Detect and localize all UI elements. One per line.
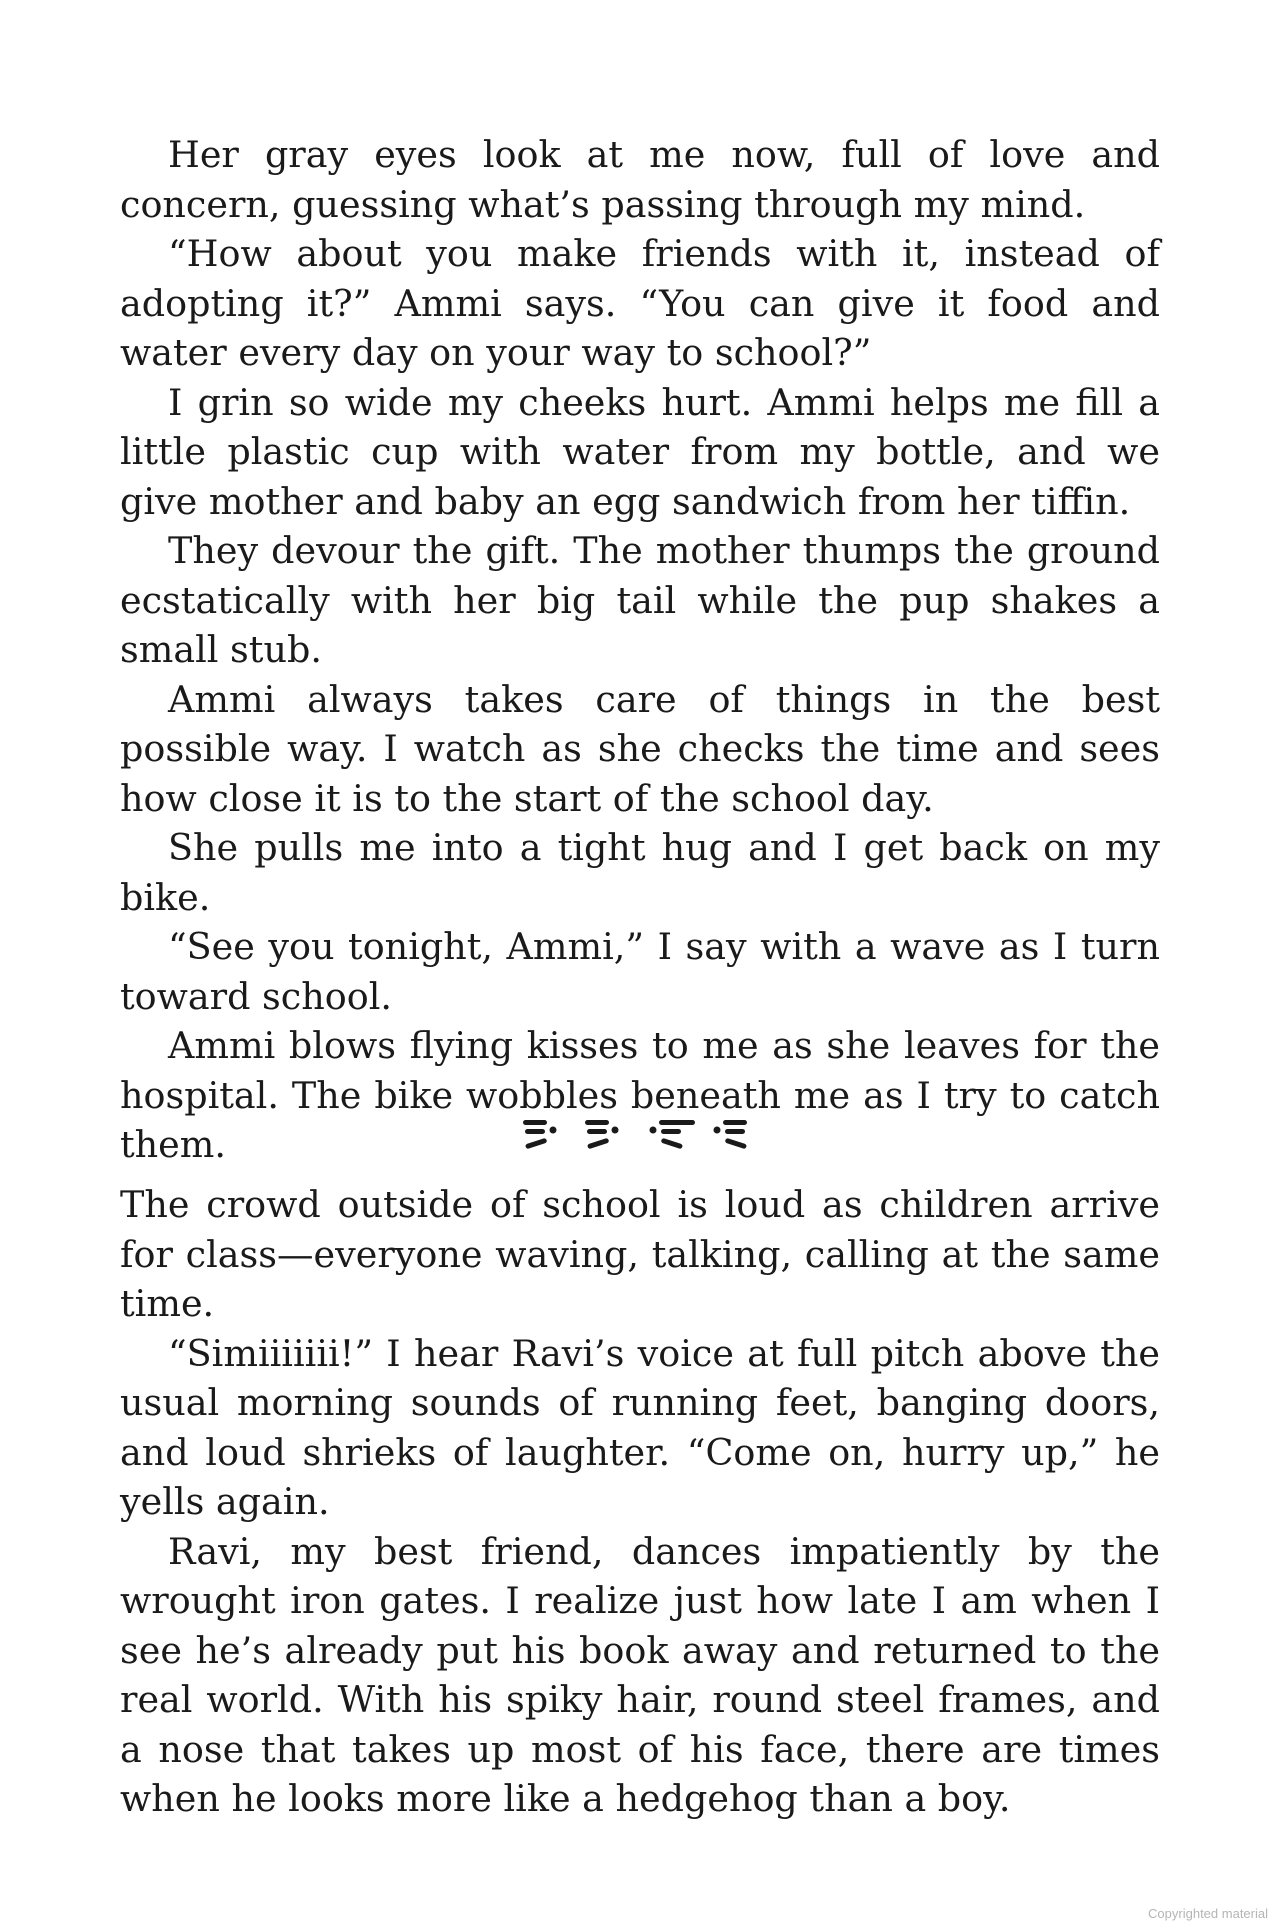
paragraph: “See you tonight, Ammi,” I say with a wave as I turn toward school. [120,925,1160,1018]
paragraph: The crowd outside of school is loud as children arrive for class—everyone waving, talking, calling at the same time. [120,1183,1160,1325]
paragraph: “How about you make friends with it, instead of adopting it?” Ammi says. “You can give it food and water every day on your way to school?” [120,232,1160,374]
section-one-text [120,130,1160,1170]
paragraph: She pulls me into a tight hug and I get back on my bike. [120,826,1160,919]
section-two-text [120,1180,1160,1824]
paragraph: Her gray eyes look at me now, full of love and concern, guessing what’s passing through my mind. [120,133,1160,226]
paragraph: “Simiiiiiii!” I hear Ravi’s voice at full pitch above the usual morning sounds of running feet, banging doors, and loud shrieks of laughter. “Come on, hurry up,” he yells again. [120,1331,1160,1523]
paragraph: I grin so wide my cheeks hurt. Ammi helps me fill a little plastic cup with water from my bottle, and we give mother and baby an egg sandwich from her tiffin. [120,380,1160,523]
paw-print-icon [585,1120,619,1149]
copyright-watermark: Copyrighted material [1148,1906,1268,1921]
paragraph: Ravi, my best friend, dances impatiently by the wrought iron gates. I realize just how late I am when I see he’s already put his book away and returned to the real world. With his spiky hair, round steel frames, and a nose that takes up most of his face, there are times when he looks more like a hedgehog than a boy. [120,1529,1160,1820]
paw-prints-ornament-icon [519,1108,761,1156]
paragraph: They devour the gift. The mother thumps the ground ecstatically with her big tail while the pup shakes a small stub. [120,529,1160,671]
paw-print-icon [714,1120,748,1149]
paragraph: Ammi blows flying kisses to me as she leaves for the hospital. The bike wobbles beneath me as I try to catch them. [120,1024,1160,1166]
paw-print-icon [523,1120,557,1149]
paragraph: Ammi always takes care of things in the best possible way. I watch as she checks the time and sees how close it is to the start of the school day. [120,677,1160,820]
paw-print-icon [650,1120,684,1149]
